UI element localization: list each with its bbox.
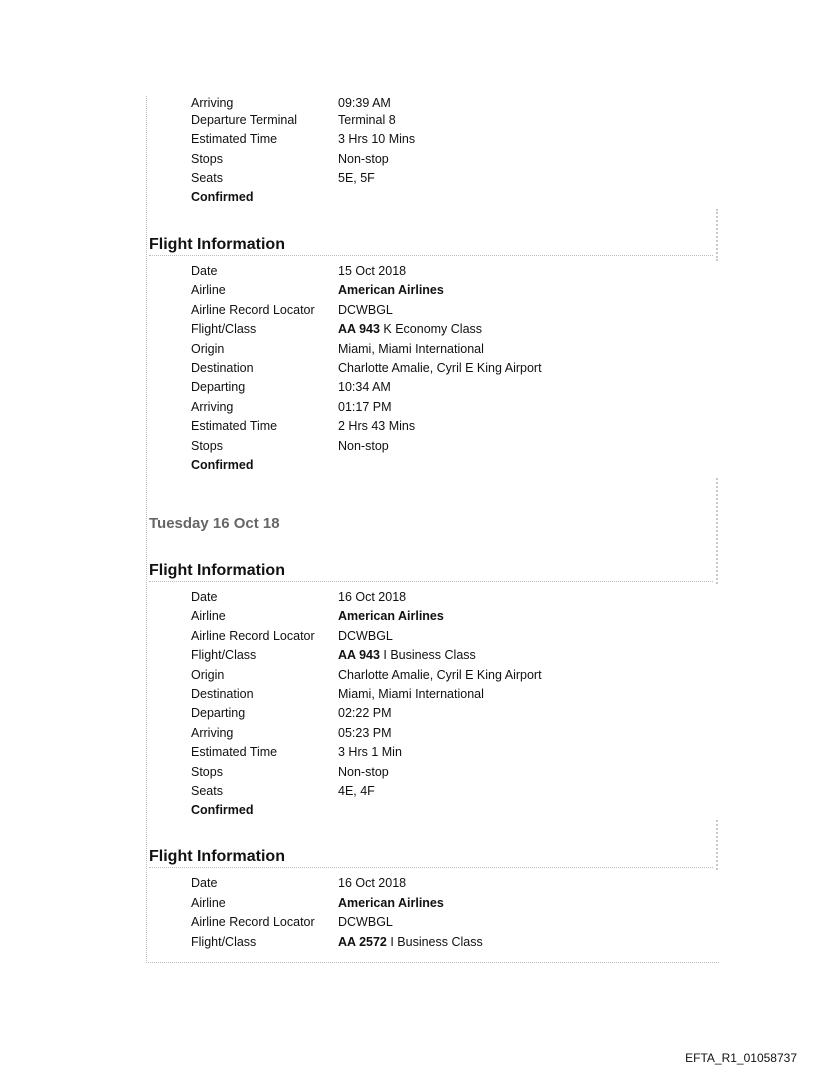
detail-label: Estimated Time xyxy=(191,419,278,433)
document-id: EFTA_R1_01058737 xyxy=(685,1051,797,1065)
detail-label: Estimated Time xyxy=(191,132,278,146)
detail-row xyxy=(191,380,611,399)
detail-value: Miami, Miami International xyxy=(338,342,484,356)
detail-row xyxy=(191,342,611,361)
detail-label: Flight/Class xyxy=(191,648,257,662)
detail-row xyxy=(191,400,611,419)
detail-value: Non-stop xyxy=(338,439,389,453)
detail-label: Airline xyxy=(191,283,226,297)
detail-row xyxy=(191,726,611,745)
detail-value: American Airlines xyxy=(338,283,444,297)
detail-value: 05:23 PM xyxy=(338,726,392,740)
section-title: Flight Information xyxy=(149,235,713,256)
status-confirmed: Confirmed xyxy=(191,190,254,204)
section-title: Flight Information xyxy=(149,561,713,582)
detail-label: Origin xyxy=(191,342,225,356)
detail-value: American Airlines xyxy=(338,896,444,910)
detail-value: 3 Hrs 1 Min xyxy=(338,745,402,759)
detail-label: Stops xyxy=(191,765,223,779)
detail-label: Destination xyxy=(191,361,254,375)
detail-value: 2 Hrs 43 Mins xyxy=(338,419,416,433)
section-title: Flight Information xyxy=(149,847,713,868)
detail-label: Airline Record Locator xyxy=(191,629,315,643)
divider xyxy=(716,820,718,870)
detail-row xyxy=(191,745,611,764)
detail-row xyxy=(191,609,611,628)
detail-label: Seats xyxy=(191,171,223,185)
detail-label: Date xyxy=(191,876,218,890)
detail-row xyxy=(191,629,611,648)
flight-class: I Business Class xyxy=(386,935,483,949)
detail-label: Arriving xyxy=(191,726,234,740)
detail-value: Charlotte Amalie, Cyril E King Airport xyxy=(338,668,542,682)
flight-class: I Business Class xyxy=(379,648,476,662)
detail-value: 10:34 AM xyxy=(338,380,391,394)
detail-value: Non-stop xyxy=(338,765,389,779)
detail-value: 02:22 PM xyxy=(338,706,392,720)
detail-row xyxy=(191,303,611,322)
detail-label: Stops xyxy=(191,152,223,166)
detail-row xyxy=(191,668,611,687)
detail-label: Departing xyxy=(191,380,246,394)
detail-value: DCWBGL xyxy=(338,915,393,929)
flight-code: AA 943 xyxy=(338,648,380,662)
detail-label: Airline xyxy=(191,609,226,623)
detail-row xyxy=(191,264,611,283)
detail-value: DCWBGL xyxy=(338,629,393,643)
detail-row xyxy=(191,322,611,341)
flight-code: AA 2572 xyxy=(338,935,387,949)
detail-label: Airline Record Locator xyxy=(191,915,315,929)
detail-row xyxy=(191,765,611,784)
detail-label: Origin xyxy=(191,668,225,682)
detail-label: Departing xyxy=(191,706,246,720)
flight-class: K Economy Class xyxy=(379,322,483,336)
detail-value: Non-stop xyxy=(338,152,389,166)
detail-row xyxy=(191,152,611,171)
detail-value xyxy=(338,648,476,662)
detail-value: 3 Hrs 10 Mins xyxy=(338,132,416,146)
day-heading: Tuesday 16 Oct 18 xyxy=(149,515,280,532)
detail-row xyxy=(191,687,611,706)
flight-code: AA 943 xyxy=(338,322,380,336)
detail-row xyxy=(191,648,611,667)
detail-label: Flight/Class xyxy=(191,322,257,336)
detail-value: 15 Oct 2018 xyxy=(338,264,407,278)
detail-value: 16 Oct 2018 xyxy=(338,876,407,890)
detail-label: Stops xyxy=(191,439,223,453)
detail-label: Estimated Time xyxy=(191,745,278,759)
detail-value: 5E, 5F xyxy=(338,171,375,185)
divider xyxy=(716,209,718,261)
detail-row xyxy=(191,419,611,438)
detail-value: 09:39 AM xyxy=(338,96,391,110)
detail-row xyxy=(191,590,611,609)
detail-row xyxy=(191,896,611,915)
detail-label: Date xyxy=(191,590,218,604)
detail-row xyxy=(191,132,611,151)
detail-value xyxy=(338,322,482,336)
detail-label: Arriving xyxy=(191,96,234,110)
detail-value: Miami, Miami International xyxy=(338,687,484,701)
detail-label: Airline Record Locator xyxy=(191,303,315,317)
detail-label: Seats xyxy=(191,784,223,798)
detail-row xyxy=(191,915,611,934)
detail-label: Destination xyxy=(191,687,254,701)
detail-value: Terminal 8 xyxy=(338,113,396,127)
detail-row xyxy=(191,113,611,132)
detail-label: Arriving xyxy=(191,400,234,414)
status-confirmed: Confirmed xyxy=(191,803,254,817)
detail-row xyxy=(191,283,611,302)
detail-row xyxy=(191,876,611,895)
detail-value: Charlotte Amalie, Cyril E King Airport xyxy=(338,361,542,375)
divider xyxy=(716,478,718,584)
detail-value: DCWBGL xyxy=(338,303,393,317)
detail-value: American Airlines xyxy=(338,609,444,623)
detail-row xyxy=(191,935,611,954)
detail-value: 16 Oct 2018 xyxy=(338,590,407,604)
detail-row xyxy=(191,361,611,380)
detail-row xyxy=(191,171,611,190)
detail-value xyxy=(338,935,483,949)
detail-label: Date xyxy=(191,264,218,278)
detail-label: Flight/Class xyxy=(191,935,257,949)
detail-value: 01:17 PM xyxy=(338,400,392,414)
detail-row xyxy=(191,439,611,458)
detail-label: Airline xyxy=(191,896,226,910)
detail-row xyxy=(191,706,611,725)
detail-row xyxy=(191,784,611,803)
detail-value: 4E, 4F xyxy=(338,784,375,798)
detail-label: Departure Terminal xyxy=(191,113,298,127)
status-confirmed: Confirmed xyxy=(191,458,254,472)
